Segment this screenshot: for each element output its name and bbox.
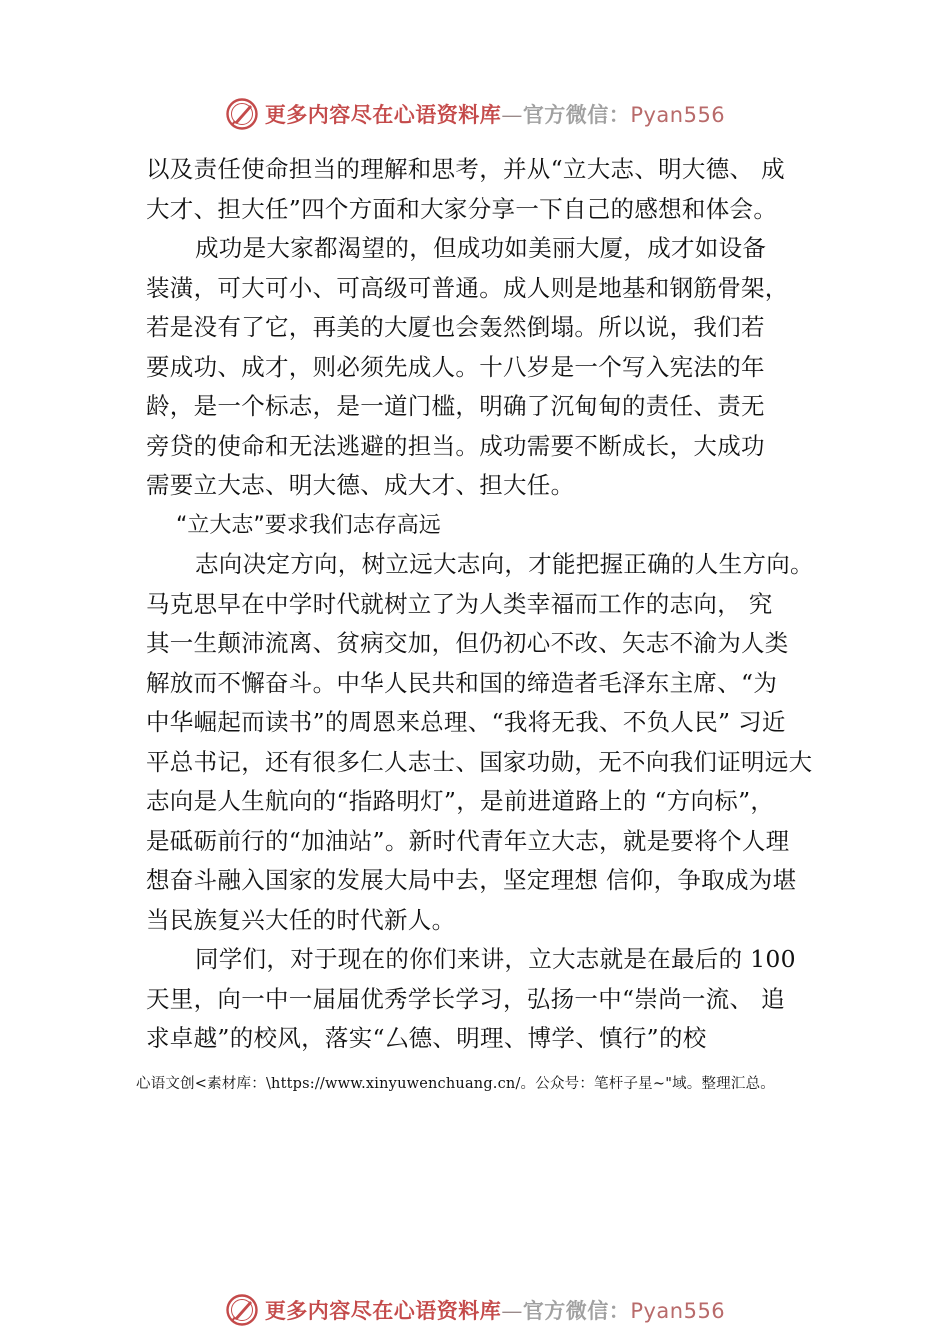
paragraph-line: 解放而不懈奋斗。中华人民共和国的缔造者毛泽东主席、“为 <box>146 668 778 697</box>
banner-dash: — <box>501 103 523 127</box>
banner-dash: — <box>501 1299 523 1323</box>
header-banner <box>0 94 950 134</box>
banner-text <box>265 1295 725 1325</box>
paragraph-line: 旁贷的使命和无法逃避的担当。成功需要不断成长，大成功 <box>146 431 765 460</box>
paragraph-line: 要成功、成才，则必须先成人。十八岁是一个写入宪法的年 <box>146 352 765 381</box>
banner-wechat-label: 官方微信： <box>522 102 631 127</box>
paragraph-line: 龄，是一个标志，是一道门槛，明确了沉甸甸的责任、责无 <box>146 392 765 420</box>
paragraph-line: 志向决定方向，树立远大志向，才能把握正确的人生方向。 <box>195 550 814 578</box>
paragraph-line: 其一生颠沛流离、贫病交加，但仍初心不改、矢志不渝为人类 <box>146 629 789 657</box>
paragraph-line: 是砥砺前行的“加油站”。新时代青年立大志，就是要将个人理 <box>146 826 790 855</box>
paragraph-line: 中华崛起而读书”的周恩来总理、“我将无我、不负人民” 习近 <box>146 708 786 736</box>
paragraph-line: 大才、担大任”四个方面和大家分享一下自己的感想和体会。 <box>146 194 778 223</box>
paragraph-line: 想奋斗融入国家的发展大局中去，坚定理想 信仰，争取成为堪 <box>146 866 797 894</box>
paragraph-line: 需要立大志、明大德、成大才、担大任。 <box>146 471 575 499</box>
source-note: 心语文创<素材库：\https://www.xinyuwenchuang.cn/。公众号：笔杆子星~"域。整理汇总。 <box>136 1076 775 1092</box>
quill-pen-seal-icon <box>225 97 259 131</box>
banner-title: 更多内容尽在心语资料库 <box>264 102 502 127</box>
banner-wechat-label: 官方微信： <box>522 1298 631 1323</box>
section-heading: “立大志”要求我们志存高远 <box>176 512 441 538</box>
paragraph-line: 当民族复兴大任的时代新人。 <box>146 905 456 934</box>
banner-title: 更多内容尽在心语资料库 <box>264 1298 502 1323</box>
banner-wechat-id: Pyan556 <box>630 103 726 127</box>
paragraph-line: 成功是大家都渴望的，但成功如美丽大厦，成才如设备 <box>195 234 767 262</box>
paragraph-line: 以及责任使命担当的理解和思考，并从“立大志、明大德、 成 <box>146 155 785 183</box>
paragraph-line: 求卓越”的校风，落实“厶德、明理、博学、慎行”的校 <box>146 1024 707 1052</box>
paragraph-line: 装潢，可大可小、可高级可普通。成人则是地基和钢筋骨架， <box>146 273 789 302</box>
paragraph-line: 天里，向一中一届届优秀学长学习，弘扬一中“崇尚一流、 追 <box>146 984 785 1013</box>
paragraph-line: 若是没有了它，再美的大厦也会轰然倒塌。所以说，我们若 <box>146 313 765 341</box>
document-body <box>146 150 846 1059</box>
paragraph-line: 志向是人生航向的“指路明灯”，是前进道路上的 “方向标”， <box>146 787 775 815</box>
footer-banner <box>0 1290 950 1330</box>
banner-text <box>265 99 725 129</box>
paragraph-line: 马克思早在中学时代就树立了为人类幸福而工作的志向， 究 <box>146 589 773 618</box>
paragraph-line: 同学们，对于现在的你们来讲，立大志就是在最后的 100 <box>195 945 796 973</box>
banner-wechat-id: Pyan556 <box>630 1299 726 1323</box>
quill-pen-seal-icon <box>225 1293 259 1327</box>
paragraph-line: 平总书记，还有很多仁人志士、国家功勋，无不向我们证明远大 <box>146 747 813 776</box>
